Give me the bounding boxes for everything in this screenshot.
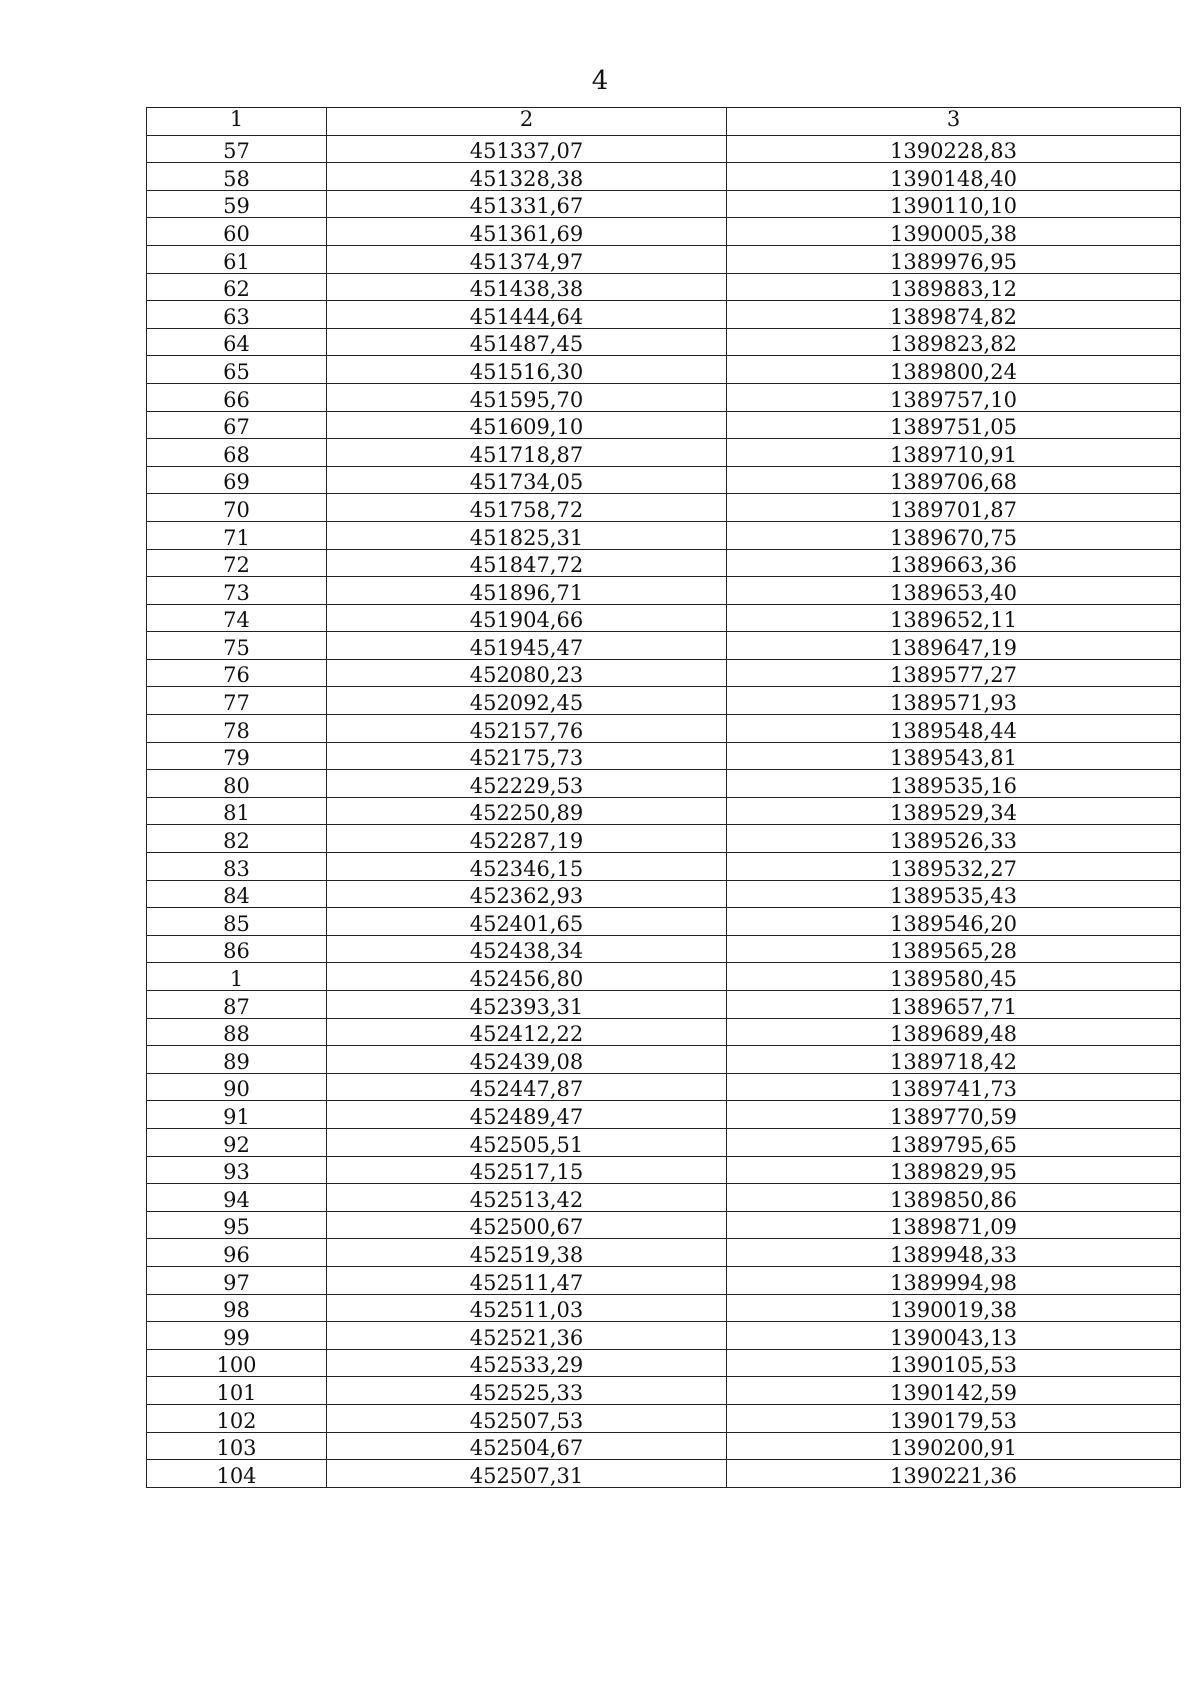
- table-row: [147, 604, 1181, 632]
- x-coordinate-cell: 452092,45: [327, 687, 727, 715]
- table-row: [147, 853, 1181, 881]
- point-number-cell: 88: [147, 1018, 327, 1046]
- y-coordinate-cell: 1389757,10: [727, 383, 1181, 411]
- point-number-cell: 68: [147, 439, 327, 467]
- table-row: [147, 1156, 1181, 1184]
- point-number-cell: 65: [147, 356, 327, 384]
- point-number-cell: 82: [147, 825, 327, 853]
- table-row: [147, 301, 1181, 329]
- point-number-cell: 63: [147, 301, 327, 329]
- table-row: [147, 218, 1181, 246]
- point-number-cell: 75: [147, 632, 327, 660]
- point-number-cell: 102: [147, 1404, 327, 1432]
- table-row: [147, 273, 1181, 301]
- table-row: [147, 466, 1181, 494]
- y-coordinate-cell: 1389532,27: [727, 853, 1181, 881]
- x-coordinate-cell: 451945,47: [327, 632, 727, 660]
- y-coordinate-cell: 1389751,05: [727, 411, 1181, 439]
- point-number-cell: 76: [147, 659, 327, 687]
- y-coordinate-cell: 1390043,13: [727, 1322, 1181, 1350]
- x-coordinate-cell: 452489,47: [327, 1101, 727, 1129]
- point-number-cell: 73: [147, 577, 327, 605]
- point-number-cell: 58: [147, 163, 327, 191]
- y-coordinate-cell: 1389710,91: [727, 439, 1181, 467]
- y-coordinate-cell: 1390148,40: [727, 163, 1181, 191]
- x-coordinate-cell: 452456,80: [327, 963, 727, 991]
- y-coordinate-cell: 1389546,20: [727, 908, 1181, 936]
- point-number-cell: 84: [147, 880, 327, 908]
- x-coordinate-cell: 452504,67: [327, 1432, 727, 1460]
- y-coordinate-cell: 1390019,38: [727, 1294, 1181, 1322]
- point-number-cell: 103: [147, 1432, 327, 1460]
- point-number-cell: 81: [147, 797, 327, 825]
- point-number-cell: 95: [147, 1211, 327, 1239]
- x-coordinate-cell: 452362,93: [327, 880, 727, 908]
- y-coordinate-cell: 1389994,98: [727, 1266, 1181, 1294]
- point-number-cell: 66: [147, 383, 327, 411]
- point-number-cell: 64: [147, 328, 327, 356]
- y-coordinate-cell: 1389543,81: [727, 742, 1181, 770]
- x-coordinate-cell: 452517,15: [327, 1156, 727, 1184]
- point-number-cell: 85: [147, 908, 327, 936]
- y-coordinate-cell: 1389874,82: [727, 301, 1181, 329]
- point-number-cell: 67: [147, 411, 327, 439]
- table-row: [147, 1018, 1181, 1046]
- table-row: [147, 1239, 1181, 1267]
- y-coordinate-cell: 1389770,59: [727, 1101, 1181, 1129]
- y-coordinate-cell: 1389850,86: [727, 1184, 1181, 1212]
- y-coordinate-cell: 1390179,53: [727, 1404, 1181, 1432]
- table-row: [147, 659, 1181, 687]
- table-row: [147, 190, 1181, 218]
- table-row: [147, 411, 1181, 439]
- table-row: [147, 1322, 1181, 1350]
- coordinates-table: [146, 107, 1181, 1488]
- x-coordinate-cell: 452505,51: [327, 1128, 727, 1156]
- point-number-cell: 101: [147, 1377, 327, 1405]
- table-row: [147, 935, 1181, 963]
- y-coordinate-cell: 1389657,71: [727, 991, 1181, 1019]
- x-coordinate-cell: 452401,65: [327, 908, 727, 936]
- y-coordinate-cell: 1389529,34: [727, 797, 1181, 825]
- point-number-cell: 90: [147, 1073, 327, 1101]
- y-coordinate-cell: 1390105,53: [727, 1349, 1181, 1377]
- table-row: [147, 577, 1181, 605]
- y-coordinate-cell: 1390005,38: [727, 218, 1181, 246]
- x-coordinate-cell: 451718,87: [327, 439, 727, 467]
- table-row: [147, 908, 1181, 936]
- point-number-cell: 87: [147, 991, 327, 1019]
- point-number-cell: 98: [147, 1294, 327, 1322]
- y-coordinate-cell: 1389718,42: [727, 1046, 1181, 1074]
- y-coordinate-cell: 1389577,27: [727, 659, 1181, 687]
- point-number-cell: 60: [147, 218, 327, 246]
- point-number-cell: 89: [147, 1046, 327, 1074]
- table-row: [147, 687, 1181, 715]
- x-coordinate-cell: 452525,33: [327, 1377, 727, 1405]
- x-coordinate-cell: 452521,36: [327, 1322, 727, 1350]
- table-row: [147, 328, 1181, 356]
- y-coordinate-cell: 1389741,73: [727, 1073, 1181, 1101]
- column-header-3: 3: [727, 108, 1181, 136]
- table-row: [147, 356, 1181, 384]
- table-row: [147, 163, 1181, 191]
- y-coordinate-cell: 1389883,12: [727, 273, 1181, 301]
- y-coordinate-cell: 1389871,09: [727, 1211, 1181, 1239]
- table-row: [147, 1460, 1181, 1488]
- table-header-row: [147, 108, 1181, 136]
- x-coordinate-cell: 452157,76: [327, 715, 727, 743]
- point-number-cell: 100: [147, 1349, 327, 1377]
- table-row: [147, 1404, 1181, 1432]
- page-number: 4: [591, 66, 609, 96]
- table-row: [147, 549, 1181, 577]
- y-coordinate-cell: 1389580,45: [727, 963, 1181, 991]
- x-coordinate-cell: 452511,47: [327, 1266, 727, 1294]
- point-number-cell: 72: [147, 549, 327, 577]
- point-number-cell: 70: [147, 494, 327, 522]
- x-coordinate-cell: 452507,31: [327, 1460, 727, 1488]
- x-coordinate-cell: 451758,72: [327, 494, 727, 522]
- point-number-cell: 104: [147, 1460, 327, 1488]
- x-coordinate-cell: 452080,23: [327, 659, 727, 687]
- x-coordinate-cell: 452507,53: [327, 1404, 727, 1432]
- table-row: [147, 1266, 1181, 1294]
- x-coordinate-cell: 452500,67: [327, 1211, 727, 1239]
- x-coordinate-cell: 451438,38: [327, 273, 727, 301]
- table-row: [147, 1101, 1181, 1129]
- y-coordinate-cell: 1389526,33: [727, 825, 1181, 853]
- point-number-cell: 61: [147, 245, 327, 273]
- y-coordinate-cell: 1389689,48: [727, 1018, 1181, 1046]
- y-coordinate-cell: 1389948,33: [727, 1239, 1181, 1267]
- point-number-cell: 79: [147, 742, 327, 770]
- y-coordinate-cell: 1390200,91: [727, 1432, 1181, 1460]
- point-number-cell: 83: [147, 853, 327, 881]
- x-coordinate-cell: 452439,08: [327, 1046, 727, 1074]
- x-coordinate-cell: 451595,70: [327, 383, 727, 411]
- table-row: [147, 825, 1181, 853]
- column-header-2: 2: [327, 108, 727, 136]
- y-coordinate-cell: 1389706,68: [727, 466, 1181, 494]
- point-number-cell: 86: [147, 935, 327, 963]
- table-row: [147, 1184, 1181, 1212]
- x-coordinate-cell: 452393,31: [327, 991, 727, 1019]
- x-coordinate-cell: 452412,22: [327, 1018, 727, 1046]
- point-number-cell: 74: [147, 604, 327, 632]
- table-row: [147, 245, 1181, 273]
- x-coordinate-cell: 451734,05: [327, 466, 727, 494]
- point-number-cell: 92: [147, 1128, 327, 1156]
- y-coordinate-cell: 1389823,82: [727, 328, 1181, 356]
- y-coordinate-cell: 1389647,19: [727, 632, 1181, 660]
- point-number-cell: 62: [147, 273, 327, 301]
- x-coordinate-cell: 452513,42: [327, 1184, 727, 1212]
- x-coordinate-cell: 452346,15: [327, 853, 727, 881]
- point-number-cell: 99: [147, 1322, 327, 1350]
- column-header-1: 1: [147, 108, 327, 136]
- x-coordinate-cell: 452287,19: [327, 825, 727, 853]
- y-coordinate-cell: 1389535,16: [727, 770, 1181, 798]
- table-row: [147, 963, 1181, 991]
- x-coordinate-cell: 451361,69: [327, 218, 727, 246]
- point-number-cell: 78: [147, 715, 327, 743]
- table-row: [147, 383, 1181, 411]
- y-coordinate-cell: 1389670,75: [727, 521, 1181, 549]
- table-row: [147, 494, 1181, 522]
- x-coordinate-cell: 451337,07: [327, 135, 727, 163]
- y-coordinate-cell: 1389795,65: [727, 1128, 1181, 1156]
- y-coordinate-cell: 1389701,87: [727, 494, 1181, 522]
- y-coordinate-cell: 1389663,36: [727, 549, 1181, 577]
- table-row: [147, 1377, 1181, 1405]
- x-coordinate-cell: 451328,38: [327, 163, 727, 191]
- x-coordinate-cell: 452447,87: [327, 1073, 727, 1101]
- point-number-cell: 59: [147, 190, 327, 218]
- x-coordinate-cell: 452533,29: [327, 1349, 727, 1377]
- x-coordinate-cell: 451896,71: [327, 577, 727, 605]
- x-coordinate-cell: 452229,53: [327, 770, 727, 798]
- x-coordinate-cell: 452519,38: [327, 1239, 727, 1267]
- point-number-cell: 91: [147, 1101, 327, 1129]
- table-row: [147, 632, 1181, 660]
- point-number-cell: 71: [147, 521, 327, 549]
- y-coordinate-cell: 1390221,36: [727, 1460, 1181, 1488]
- table-row: [147, 1432, 1181, 1460]
- x-coordinate-cell: 451444,64: [327, 301, 727, 329]
- y-coordinate-cell: 1390228,83: [727, 135, 1181, 163]
- table-row: [147, 1294, 1181, 1322]
- table-row: [147, 439, 1181, 467]
- table-row: [147, 770, 1181, 798]
- x-coordinate-cell: 451487,45: [327, 328, 727, 356]
- table-row: [147, 135, 1181, 163]
- x-coordinate-cell: 451825,31: [327, 521, 727, 549]
- x-coordinate-cell: 451374,97: [327, 245, 727, 273]
- point-number-cell: 1: [147, 963, 327, 991]
- point-number-cell: 77: [147, 687, 327, 715]
- table-row: [147, 1349, 1181, 1377]
- y-coordinate-cell: 1389571,93: [727, 687, 1181, 715]
- table-row: [147, 1128, 1181, 1156]
- point-number-cell: 94: [147, 1184, 327, 1212]
- y-coordinate-cell: 1389829,95: [727, 1156, 1181, 1184]
- x-coordinate-cell: 452438,34: [327, 935, 727, 963]
- y-coordinate-cell: 1389535,43: [727, 880, 1181, 908]
- table-row: [147, 742, 1181, 770]
- y-coordinate-cell: 1389800,24: [727, 356, 1181, 384]
- point-number-cell: 96: [147, 1239, 327, 1267]
- y-coordinate-cell: 1390142,59: [727, 1377, 1181, 1405]
- y-coordinate-cell: 1390110,10: [727, 190, 1181, 218]
- table-row: [147, 715, 1181, 743]
- y-coordinate-cell: 1389976,95: [727, 245, 1181, 273]
- x-coordinate-cell: 452175,73: [327, 742, 727, 770]
- point-number-cell: 57: [147, 135, 327, 163]
- point-number-cell: 93: [147, 1156, 327, 1184]
- y-coordinate-cell: 1389548,44: [727, 715, 1181, 743]
- table-row: [147, 880, 1181, 908]
- y-coordinate-cell: 1389653,40: [727, 577, 1181, 605]
- x-coordinate-cell: 452250,89: [327, 797, 727, 825]
- x-coordinate-cell: 451516,30: [327, 356, 727, 384]
- coordinates-table-body: [147, 108, 1181, 1488]
- point-number-cell: 97: [147, 1266, 327, 1294]
- x-coordinate-cell: 452511,03: [327, 1294, 727, 1322]
- table-row: [147, 797, 1181, 825]
- point-number-cell: 69: [147, 466, 327, 494]
- x-coordinate-cell: 451847,72: [327, 549, 727, 577]
- x-coordinate-cell: 451904,66: [327, 604, 727, 632]
- x-coordinate-cell: 451331,67: [327, 190, 727, 218]
- table-row: [147, 521, 1181, 549]
- y-coordinate-cell: 1389565,28: [727, 935, 1181, 963]
- x-coordinate-cell: 451609,10: [327, 411, 727, 439]
- y-coordinate-cell: 1389652,11: [727, 604, 1181, 632]
- table-row: [147, 991, 1181, 1019]
- table-row: [147, 1073, 1181, 1101]
- table-row: [147, 1211, 1181, 1239]
- table-row: [147, 1046, 1181, 1074]
- point-number-cell: 80: [147, 770, 327, 798]
